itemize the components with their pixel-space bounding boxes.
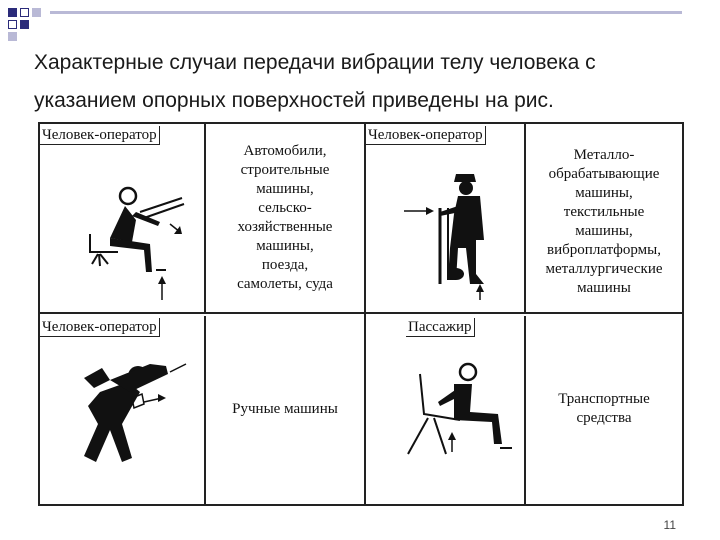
seated-operator-icon	[70, 176, 190, 306]
corner-square	[8, 20, 17, 29]
grid-line	[204, 124, 206, 312]
corner-decoration	[8, 8, 48, 48]
corner-square	[32, 8, 41, 17]
cell-label-operator: Человек-оператор	[366, 126, 486, 145]
hand-tool-operator-icon	[70, 358, 200, 498]
cell-label-passenger: Пассажир	[406, 318, 475, 337]
page-number: 11	[663, 518, 676, 532]
cell-text: Транспортные средства	[558, 391, 650, 426]
cell-text: Автомобили, строительные машины, сельско- хозяйственные машины, поезда, самолеты, суда	[237, 143, 333, 292]
cell-label-operator: Человек-оператор	[40, 318, 160, 337]
grid-line	[524, 316, 526, 504]
slide-title: Характерные случаи передачи вибрации телу человека с указанием опорных поверхностей приведены на рис.	[34, 51, 596, 112]
cell-text: Металло- обрабатывающие машины, текстильные машины, виброплатформы, металлургические машины	[545, 147, 663, 296]
grid-line	[204, 316, 206, 504]
corner-square	[20, 8, 29, 17]
cell-text: Ручные машины	[232, 401, 338, 417]
corner-square	[20, 20, 29, 29]
grid-line	[524, 124, 526, 312]
seated-passenger-icon	[394, 354, 514, 484]
vibration-figure	[38, 122, 684, 506]
corner-square	[8, 8, 17, 17]
grid-line	[40, 312, 682, 314]
grid-line	[364, 124, 366, 504]
corner-square	[8, 32, 17, 41]
cell-label-operator: Человек-оператор	[40, 126, 160, 145]
standing-operator-icon	[400, 168, 520, 308]
header-rule	[50, 11, 682, 14]
